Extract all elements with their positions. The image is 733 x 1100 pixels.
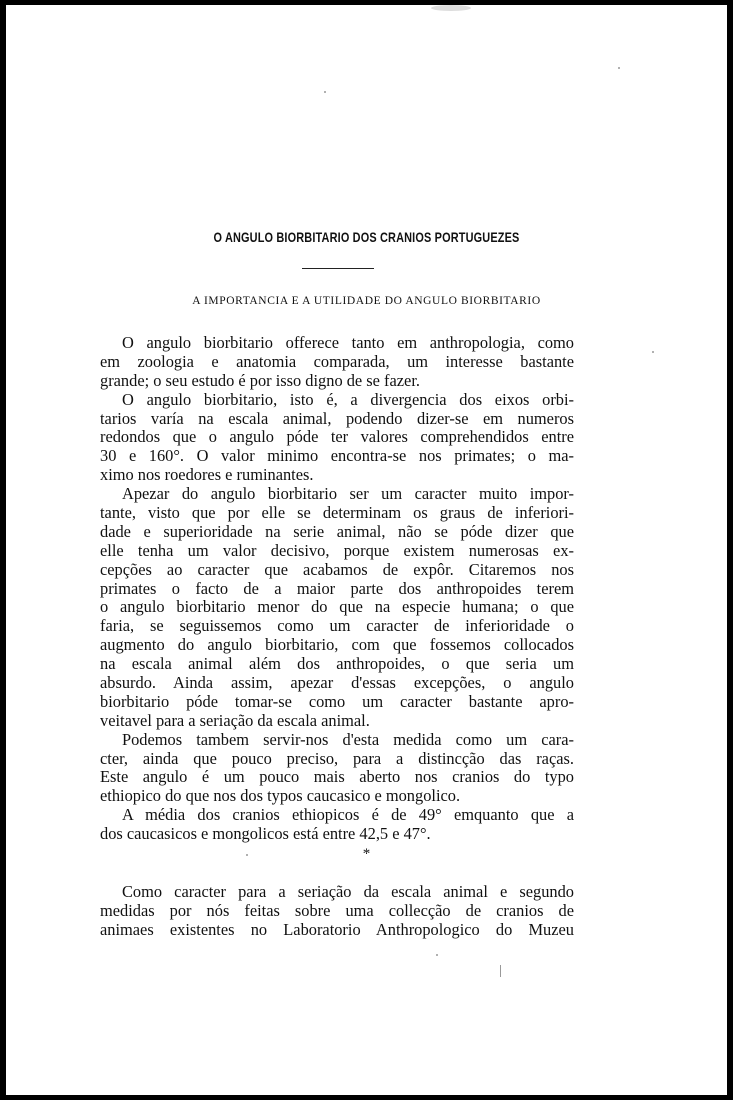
text-line: A média dos cranios ethiopicos é de 49° emquanto que a <box>122 805 574 825</box>
text-line: O angulo biorbitario offerece tanto em anthropologia, como <box>122 333 574 352</box>
scan-speck <box>324 91 326 93</box>
text-line: medidas por nós feitas sobre uma collecção de cranios de <box>100 900 574 920</box>
text-line: Como caracter para a seriação da escala animal e segundo <box>122 882 574 901</box>
continuation-text <box>100 883 574 940</box>
text-line: grande; o seu estudo é por isso digno de se fazer. <box>100 370 420 390</box>
text-line: redondos que o angulo póde ter valores comprehendidos entre <box>100 427 574 447</box>
scan-speck <box>246 854 248 856</box>
text-line: dade e superioridade na serie animal, não se póde dizer que <box>100 521 574 541</box>
page-title: O ANGULO BIORBITARIO DOS CRANIOS PORTUGUEZES <box>213 229 520 245</box>
text-line: ximo nos roedores e ruminantes. <box>100 465 314 485</box>
text-line: 30 e 160°. O valor minimo encontra-se nos primates; o ma- <box>100 446 574 466</box>
scan-speck <box>500 965 501 977</box>
scan-speck <box>618 67 620 69</box>
document-page <box>6 5 727 1095</box>
text-line: o angulo biorbitario menor do que na especie humana; o que <box>100 597 574 617</box>
text-line: Este angulo é um pouco mais aberto nos cranios do typo <box>100 767 574 787</box>
text-line: Podemos tambem servir-nos d'esta medida como um cara- <box>122 729 574 749</box>
text-line: em zoologia e anatomia comparada, um interesse bastante <box>100 351 574 371</box>
text-line: Apezar do angulo biorbitario ser um caracter muito impor- <box>122 484 574 504</box>
text-line: na escala animal além dos anthropoides, o que seria um <box>100 654 574 674</box>
text-line: elle tenha um valor decisivo, porque existem numerosas ex- <box>100 540 574 560</box>
text-line: biorbitario póde tomar-se como um caracter bastante apro- <box>100 691 574 711</box>
scan-speck <box>436 954 438 956</box>
text-line: O angulo biorbitario, isto é, a divergencia dos eixos orbi- <box>122 389 574 409</box>
text-line: absurdo. Ainda assim, apezar d'essas excepções, o angulo <box>100 673 574 693</box>
scan-speck <box>431 5 471 11</box>
scan-speck <box>652 351 654 353</box>
text-line: primates o facto de a maior parte dos anthropoides terem <box>100 578 574 598</box>
title-divider <box>302 268 374 269</box>
main-text <box>100 334 574 844</box>
section-subtitle: A IMPORTANCIA E A UTILIDADE DO ANGULO BIORBITARIO <box>192 295 541 307</box>
section-separator: * <box>362 846 371 862</box>
text-line: tarios varía na escala animal, podendo dizer-se em numeros <box>100 408 574 428</box>
text-line: animaes existentes no Laboratorio Anthropologico do Muzeu <box>100 919 574 939</box>
text-line: faria, se seguissemos como um caracter de inferioridade o <box>100 616 574 636</box>
text-line: augmento do angulo biorbitario, com que fossemos collocados <box>100 635 574 655</box>
text-line: cter, ainda que pouco preciso, para a distincção das raças. <box>100 748 574 768</box>
text-line: veitavel para a seriação da escala animal. <box>100 710 370 730</box>
text-line: ethiopico do que nos dos typos caucasico e mongolico. <box>100 786 461 806</box>
text-line: dos caucasicos e mongolicos está entre 42,5 e 47°. <box>100 824 431 844</box>
text-line: tante, visto que por elle se determinam os graus de inferiori- <box>100 503 574 523</box>
text-line: cepções ao caracter que acabamos de expôr. Citaremos nos <box>100 559 574 579</box>
